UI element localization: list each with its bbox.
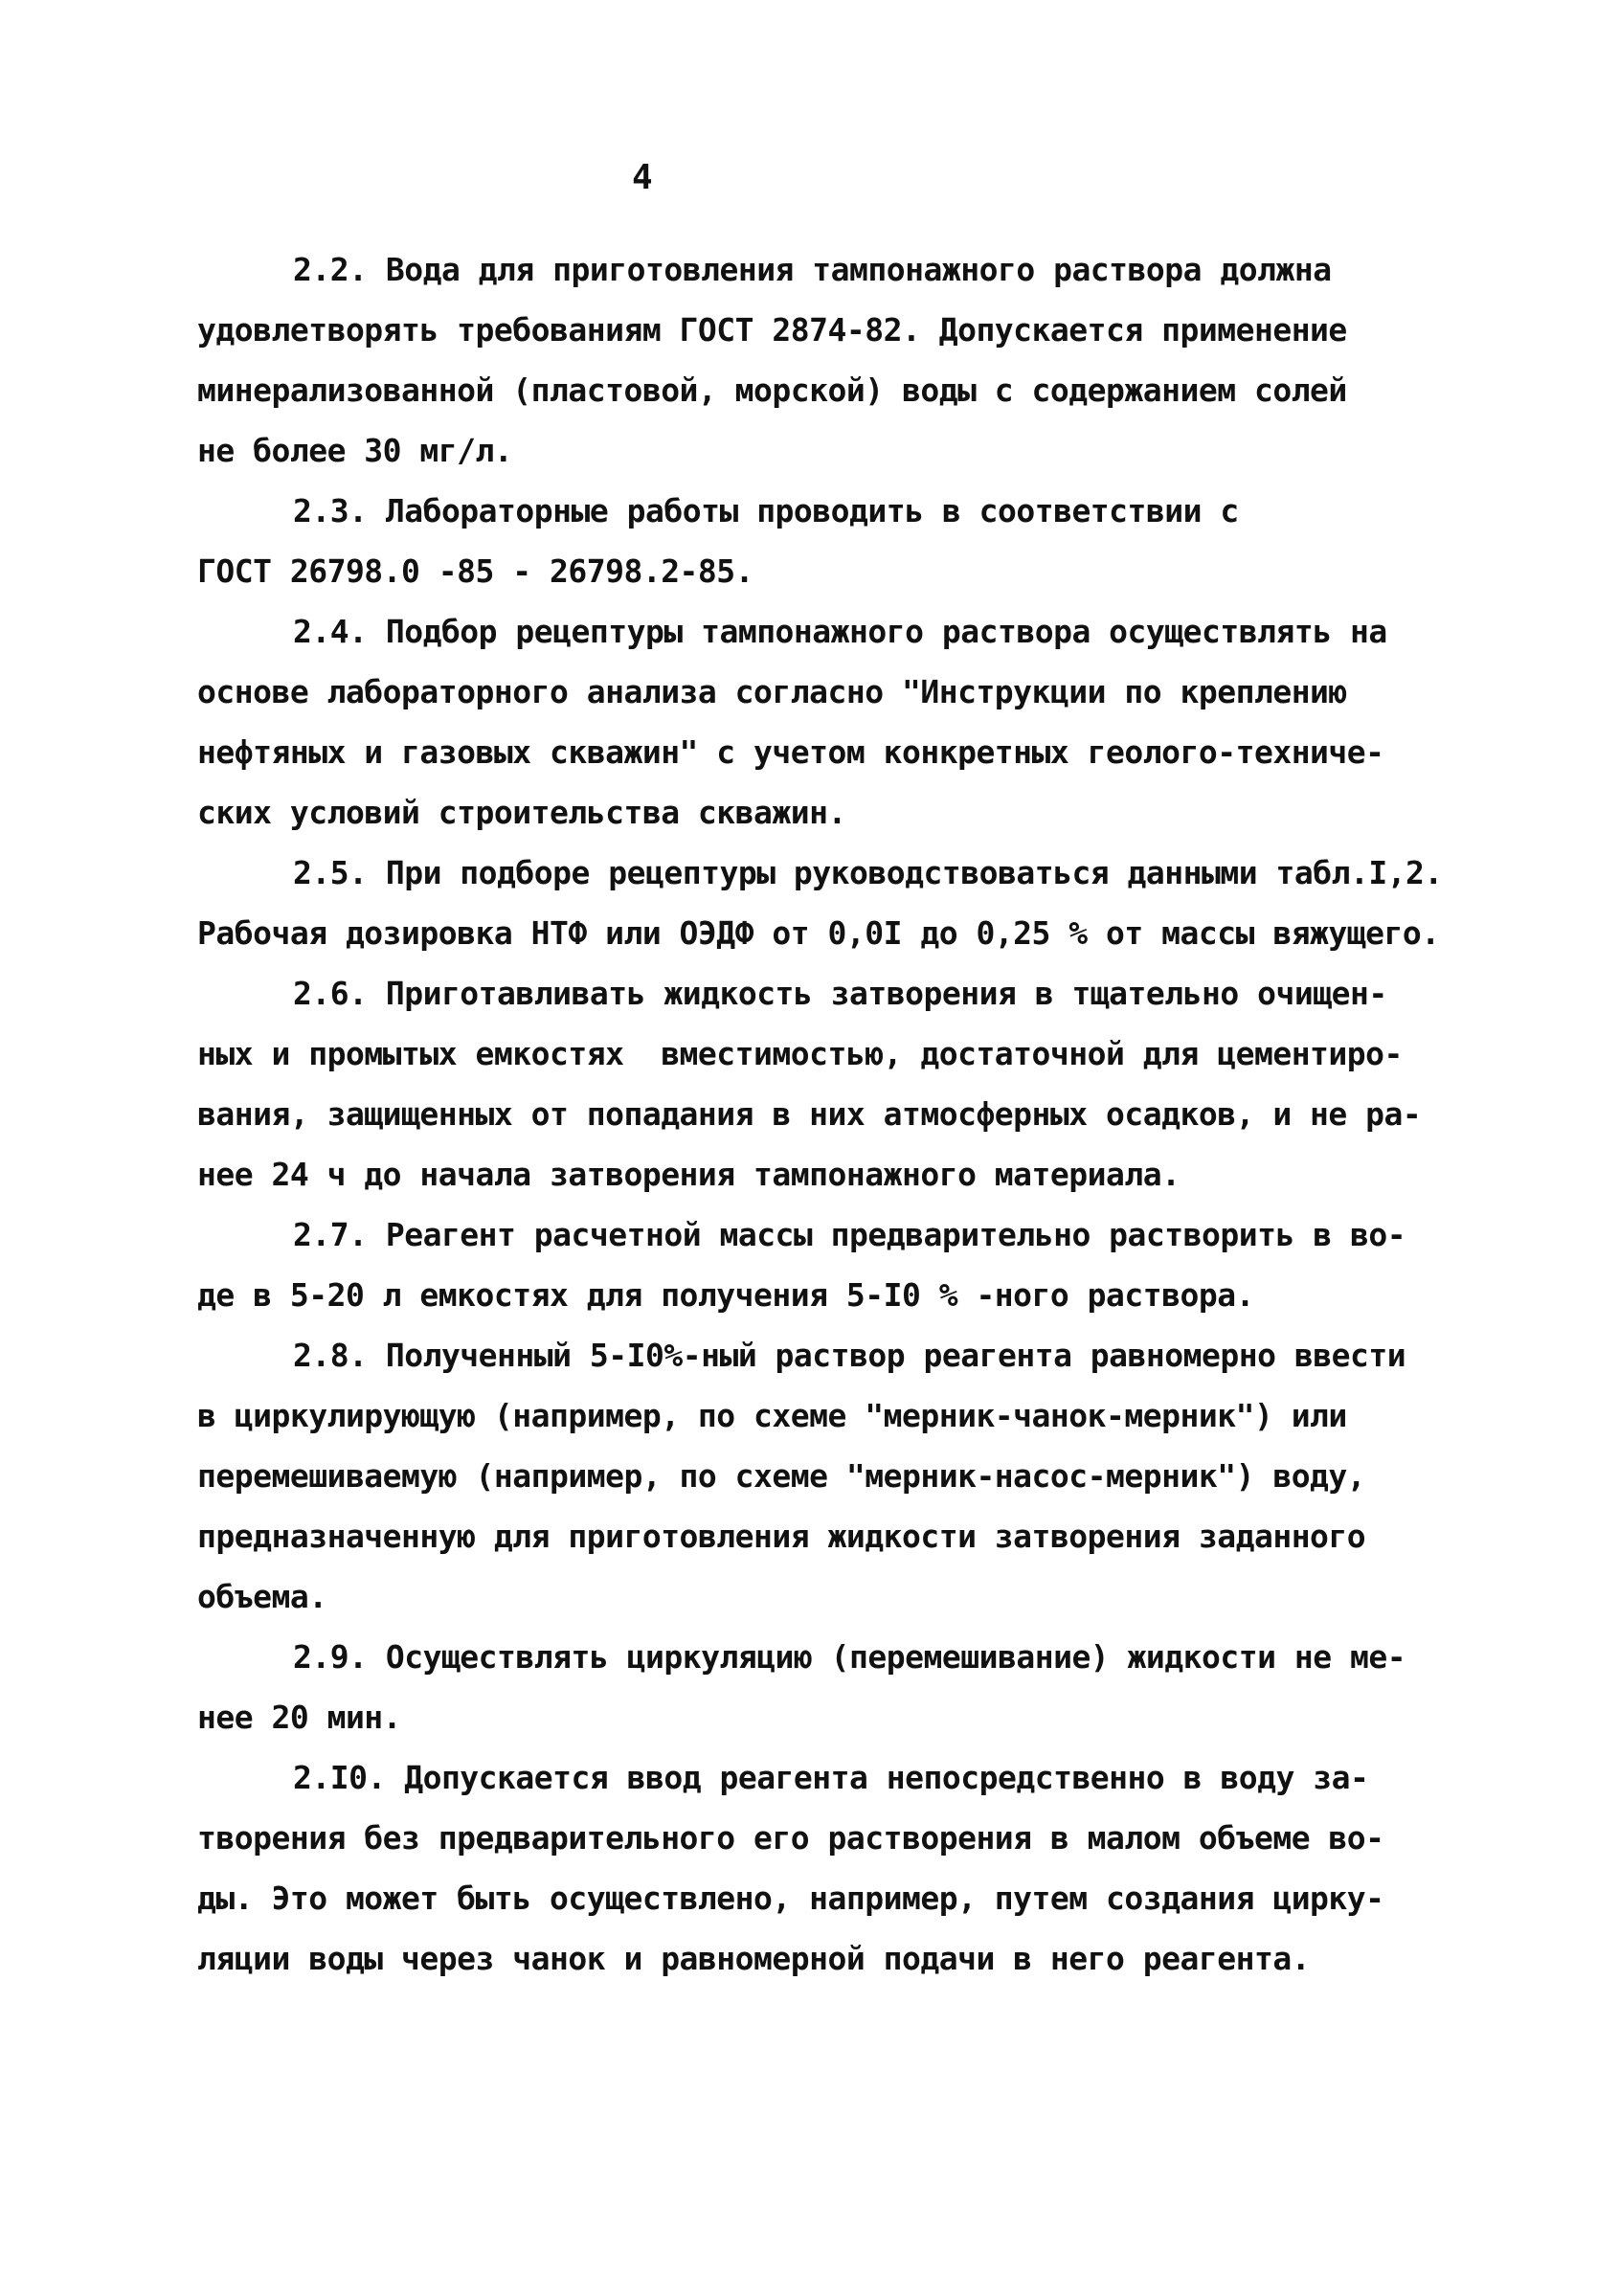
paragraph-2-10-line-2: творения без предварительного его растворения в малом объеме во- bbox=[197, 1819, 1384, 1857]
paragraph-2-6-line-1: 2.6. Приготавливать жидкость затворения в тщательно очищен- bbox=[293, 975, 1387, 1012]
paragraph-2-10-line-3: ды. Это может быть осуществлено, например, путем создания цирку- bbox=[197, 1880, 1384, 1917]
paragraph-2-7-line-1: 2.7. Реагент расчетной массы предварительно растворить в во- bbox=[293, 1216, 1406, 1253]
paragraph-2-4-line-4: ских условий строительства скважин. bbox=[197, 794, 846, 831]
paragraph-2-8-line-1: 2.8. Полученный 5-I0%-ный раствор реагента равномерно ввести bbox=[293, 1337, 1406, 1374]
paragraph-2-3-line-2: ГОСТ 26798.0 -85 - 26798.2-85. bbox=[197, 552, 754, 590]
paragraph-2-2-line-3: минерализованной (пластовой, морской) воды с содержанием солей bbox=[197, 371, 1347, 409]
paragraph-2-5-line-1: 2.5. При подборе рецептуры руководствоваться данными табл.I,2. bbox=[293, 854, 1443, 891]
paragraph-2-8-line-4: предназначенную для приготовления жидкости затворения заданного bbox=[197, 1518, 1366, 1555]
paragraph-2-9-line-1: 2.9. Осуществлять циркуляцию (перемешивание) жидкости не ме- bbox=[293, 1638, 1406, 1676]
paragraph-2-4-line-1: 2.4. Подбор рецептуры тампонажного раствора осуществлять на bbox=[293, 613, 1387, 650]
paragraph-2-5-line-2: Рабочая дозировка НТФ или ОЭДФ от 0,0I до 0,25 % от массы вяжущего. bbox=[197, 914, 1440, 952]
paragraph-2-6-line-4: нее 24 ч до начала затворения тампонажного материала. bbox=[197, 1156, 1181, 1193]
paragraph-2-6-line-3: вания, защищенных от попадания в них атмосферных осадков, и не ра- bbox=[197, 1095, 1422, 1133]
paragraph-2-4-line-3: нефтяных и газовых скважин" с учетом конкретных геолого-техниче- bbox=[197, 733, 1384, 771]
page-number: 4 bbox=[632, 158, 653, 197]
paragraph-2-10-line-1: 2.I0. Допускается ввод реагента непосредственно в воду за- bbox=[293, 1759, 1369, 1796]
paragraph-2-9-line-2: нее 20 мин. bbox=[197, 1699, 402, 1736]
paragraph-2-8-line-3: перемешиваемую (например, по схеме "мерник-насос-мерник") воду, bbox=[197, 1457, 1366, 1495]
paragraph-2-4-line-2: основе лабораторного анализа согласно "Инструкции по креплению bbox=[197, 673, 1347, 710]
paragraph-2-2-line-4: не более 30 мг/л. bbox=[197, 432, 513, 469]
paragraph-2-2-line-2: удовлетворять требованиям ГОСТ 2874-82. Допускается применение bbox=[197, 311, 1347, 349]
paragraph-2-6-line-2: ных и промытых емкостях вместимостью, достаточной для цементиро- bbox=[197, 1035, 1403, 1072]
paragraph-2-3-line-1: 2.3. Лабораторные работы проводить в соответствии с bbox=[293, 492, 1239, 529]
paragraph-2-7-line-2: де в 5-20 л емкостях для получения 5-I0 % -ного раствора. bbox=[197, 1276, 1254, 1314]
paragraph-2-8-line-5: объема. bbox=[197, 1578, 327, 1615]
paragraph-2-2-line-1: 2.2. Вода для приготовления тампонажного раствора должна bbox=[293, 251, 1332, 288]
document-body bbox=[197, 239, 1451, 1989]
paragraph-2-8-line-2: в циркулирующую (например, по схеме "мерник-чанок-мерник") или bbox=[197, 1397, 1347, 1434]
paragraph-2-10-line-4: ляции воды через чанок и равномерной подачи в него реагента. bbox=[197, 1940, 1311, 1977]
